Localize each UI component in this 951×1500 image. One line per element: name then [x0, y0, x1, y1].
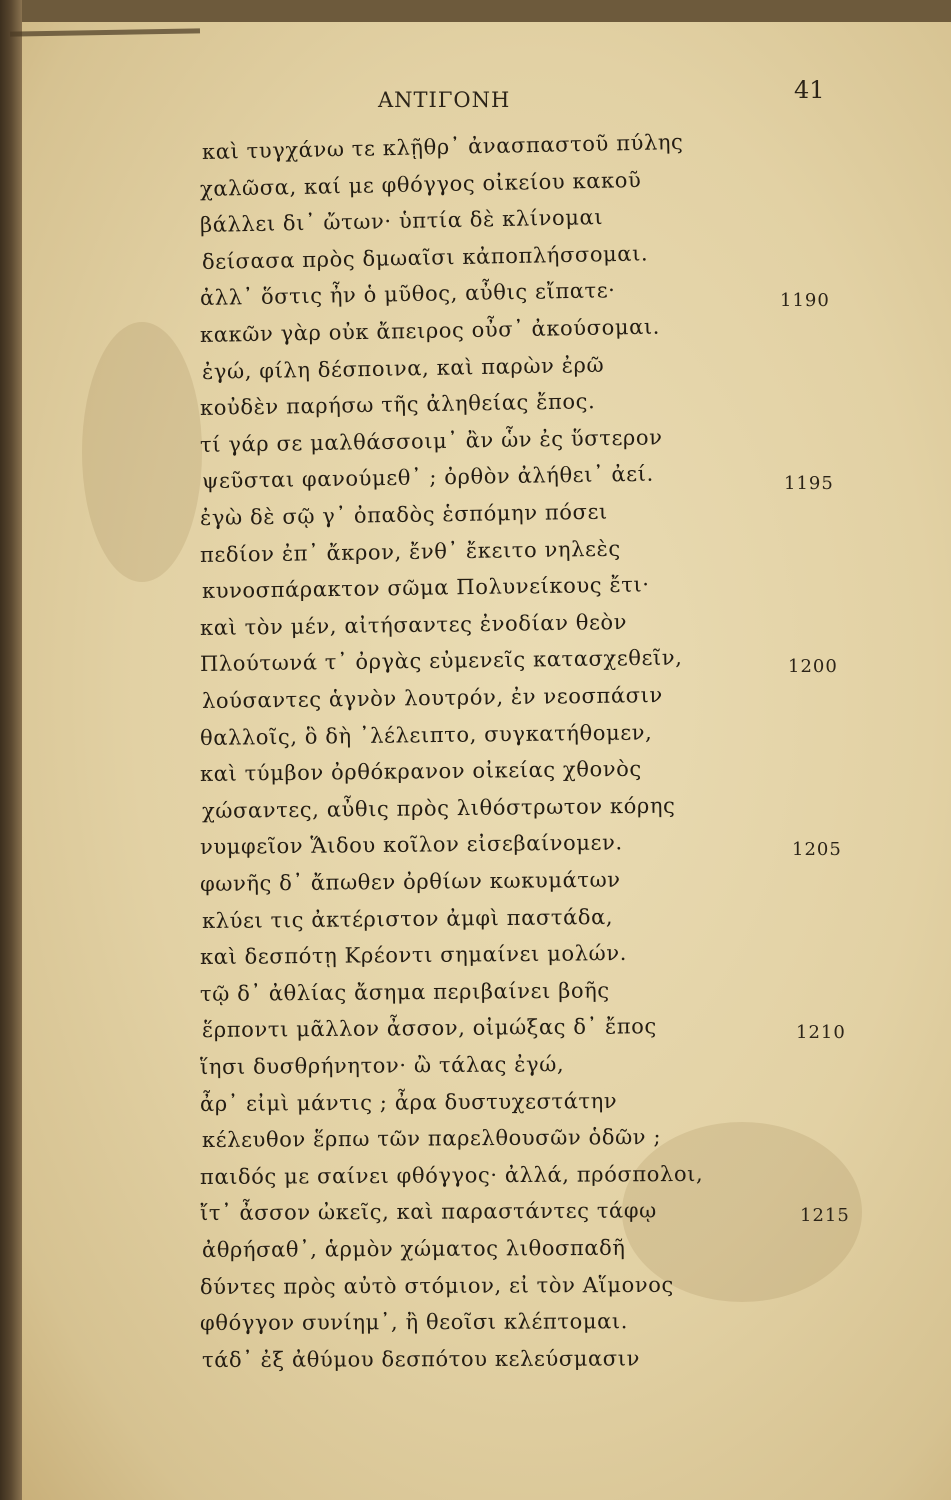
verse-line: ἀλλ᾽ ὅστις ἦν ὁ μῦθος, αὖθις εἴπατε· — [199, 278, 616, 311]
running-head: ΑΝΤΙΓΟΝΗ — [378, 88, 511, 112]
verse-line: λούσαντες ἁγνὸν λουτρόν, ἐν νεοσπάσιν — [201, 682, 663, 713]
verse-line: βάλλει δι᾽ ὤτων· ὑπτία δὲ κλίνομαι — [199, 205, 604, 238]
verse-line: ἴτ᾽ ἆσσον ὠκεῖς, καὶ παραστάντες τάφῳ — [199, 1198, 657, 1226]
verse-line: καὶ τυγχάνω τε κλῇθρ᾽ ἀνασπαστοῦ πύλης — [201, 129, 684, 164]
verse-line: ἕρποντι μᾶλλον ἆσσον, οἰμώξας δ᾽ ἔπος — [201, 1014, 657, 1043]
verse-line: ἐγώ, φίλη δέσποινα, καὶ παρὼν ἐρῶ — [201, 352, 605, 384]
page-number: 41 — [794, 76, 825, 104]
verse-line: χαλῶσα, καί με φθόγγος οἰκείου κακοῦ — [199, 167, 642, 201]
verse-line: χώσαντες, αὖθις πρὸς λιθόστρωτον κόρης — [201, 793, 676, 823]
paper-stain — [82, 322, 202, 582]
verse-line: κλύει τις ἀκτέριστον ἀμφὶ παστάδα, — [201, 904, 614, 933]
verse-line: θαλλοῖς, ὃ δὴ ᾽λέλειπτο, συγκατήθομεν, — [199, 719, 653, 750]
verse-line: τῷ δ᾽ ἀθλίας ἄσημα περιβαίνει βοῆς — [199, 978, 610, 1006]
book-binding — [0, 0, 22, 1500]
verse-line: κακῶν γὰρ οὐκ ἄπειρος οὖσ᾽ ἀκούσομαι. — [199, 314, 661, 347]
verse-line: νυμφεῖον Ἅιδου κοῖλον εἰσεβαίνομεν. — [199, 830, 623, 860]
verse-line: κυνοσπάρακτον σῶμα Πολυνείκους ἔτι· — [201, 572, 650, 604]
verse-line: τάδ᾽ ἐξ ἀθύμου δεσπότου κελεύσμασιν — [201, 1346, 640, 1372]
verse-line: κέλευθον ἕρπω τῶν παρελθουσῶν ὁδῶν ; — [201, 1125, 662, 1153]
verse-line: ἵησι δυσθρήνητον· ὢ τάλας ἐγώ, — [199, 1052, 565, 1079]
verse-line: ἀθρήσαθ᾽, ἁρμὸν χώματος λιθοσπαδῆ — [201, 1235, 626, 1262]
line-number: 1205 — [792, 839, 842, 861]
verse-line: τί γάρ σε μαλθάσσοιμ᾽ ἂν ὧν ἐς ὕστερον — [199, 425, 663, 457]
verse-line: Πλούτωνά τ᾽ ὀργὰς εὐμενεῖς κατασχεθεῖν, — [199, 645, 683, 677]
verse-line: δύντες πρὸς αὐτὸ στόμιον, εἰ τὸν Αἵμονος — [199, 1272, 674, 1299]
verse-line: κοὐδὲν παρήσω τῆς ἀληθείας ἔπος. — [199, 389, 596, 421]
line-number: 1200 — [788, 656, 838, 678]
verse-line: ἆρ᾽ εἰμὶ μάντις ; ἆρα δυστυχεστάτην — [199, 1088, 618, 1116]
verse-line: ἐγὼ δὲ σῷ γ᾽ ὀπαδὸς ἑσπόμην πόσει — [199, 499, 608, 530]
verse-line: πεδίον ἐπ᾽ ἄκρον, ἔνθ᾽ ἔκειτο νηλεὲς — [199, 536, 621, 567]
verse-line: δείσασα πρὸς δμωαῖσι κἀποπλήσσομαι. — [201, 241, 649, 274]
line-number: 1210 — [796, 1022, 846, 1044]
verse-line: καὶ τύμβον ὀρθόκρανον οἰκείας χθονὸς — [199, 756, 642, 787]
verse-line: φωνῆς δ᾽ ἄπωθεν ὀρθίων κωκυμάτων — [199, 867, 621, 896]
line-number: 1190 — [780, 290, 830, 312]
verse-line: ψεῦσται φανούμεθ᾽ ; ὀρθὸν ἀλήθει᾽ ἀεί. — [201, 462, 654, 494]
verse-line: καὶ δεσπότῃ Κρέοντι σημαίνει μολών. — [199, 941, 628, 970]
verse-line: παιδός με σαίνει φθόγγος· ἀλλά, πρόσπολοι, — [199, 1161, 704, 1189]
verse-line: φθόγγον συνίημ᾽, ἢ θεοῖσι κλέπτομαι. — [199, 1309, 629, 1336]
line-number: 1215 — [800, 1205, 850, 1227]
line-number: 1195 — [784, 473, 834, 495]
verse-line: καὶ τὸν μέν, αἰτήσαντες ἐνοδίαν θεὸν — [199, 609, 628, 640]
